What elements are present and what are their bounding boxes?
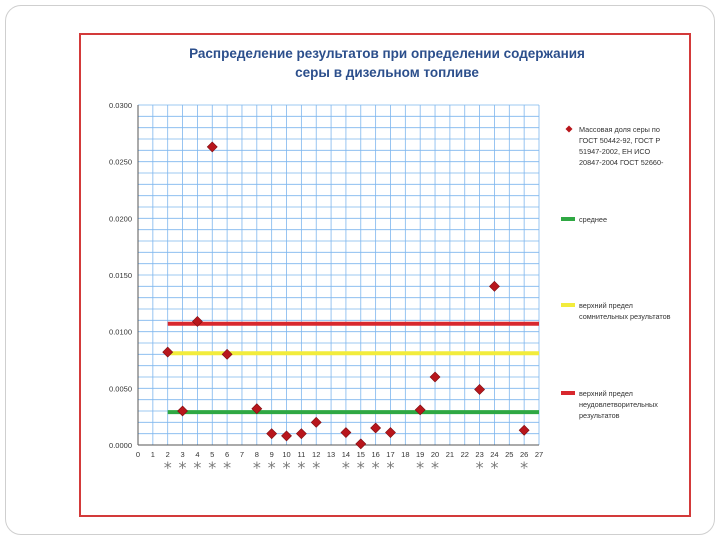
x-tick-label: 20 <box>430 450 440 459</box>
legend-label: 20847-2004 ГОСТ 52660- <box>579 158 664 167</box>
x-asterisk-mark: * <box>416 458 425 477</box>
legend-label: ГОСТ 50442-92, ГОСТ Р <box>579 136 661 145</box>
x-asterisk-mark: * <box>341 458 350 477</box>
legend-entry-0 <box>566 125 665 167</box>
legend-label: 51947-2002, ЕН ИСО <box>579 147 651 156</box>
x-asterisk-mark: * <box>163 458 172 477</box>
x-tick-label: 12 <box>312 450 321 459</box>
x-tick-label: 1 <box>150 450 155 459</box>
x-tick-label: 8 <box>254 450 259 459</box>
scatter-chart <box>81 35 693 519</box>
x-asterisk-mark: * <box>520 458 529 477</box>
legend-label: неудовлетворительных <box>579 400 658 409</box>
x-asterisk-mark: * <box>386 458 395 477</box>
y-tick-label: 0.0200 <box>109 214 132 224</box>
x-tick-label: 21 <box>445 450 455 459</box>
x-tick-label: 7 <box>239 450 245 459</box>
x-tick-label: 2 <box>165 450 170 459</box>
x-tick-label: 27 <box>534 450 544 459</box>
x-tick-label: 4 <box>195 450 200 459</box>
x-tick-label: 18 <box>401 450 410 459</box>
x-tick-label: 9 <box>269 450 274 459</box>
x-tick-label: 3 <box>180 450 185 459</box>
legend-label: Массовая доля серы по <box>579 125 660 134</box>
chart-title-line-2: серы в дизельном топливе <box>295 65 479 80</box>
x-tick-label: 22 <box>460 450 469 459</box>
x-asterisk-mark: * <box>431 458 440 477</box>
legend-marker-diamond <box>566 126 573 133</box>
x-tick-label: 26 <box>519 450 529 459</box>
x-asterisk-mark: * <box>178 458 187 477</box>
legend-entry-1 <box>561 215 607 224</box>
x-asterisk-mark: * <box>193 458 202 477</box>
x-asterisk-mark: * <box>223 458 232 477</box>
y-tick-label: 0.0300 <box>109 101 132 110</box>
x-tick-label: 24 <box>490 450 499 459</box>
y-tick-label: 0.0150 <box>109 271 132 280</box>
y-tick-label: 0.0250 <box>109 157 132 167</box>
x-tick-label: 16 <box>371 450 380 459</box>
x-tick-label: 17 <box>386 450 395 459</box>
x-asterisk-mark: * <box>371 458 380 477</box>
x-asterisk-mark: * <box>312 458 321 477</box>
x-asterisk-mark: * <box>282 458 291 477</box>
slide <box>5 5 715 535</box>
chart-frame <box>79 33 691 517</box>
x-asterisk-mark: * <box>267 458 276 477</box>
x-tick-label: 14 <box>341 450 351 459</box>
legend-label: верхний предел <box>579 301 633 310</box>
y-tick-label: 0.0000 <box>109 441 132 450</box>
y-tick-label: 0.0050 <box>109 384 132 394</box>
x-tick-label: 25 <box>505 450 514 459</box>
legend-label: результатов <box>579 411 620 420</box>
legend-label: среднее <box>579 215 608 224</box>
legend-label: сомнительных результатов <box>579 312 671 321</box>
y-tick-label: 0.0100 <box>109 327 132 337</box>
x-asterisk-mark: * <box>490 458 499 477</box>
x-tick-label: 5 <box>210 450 215 459</box>
x-asterisk-mark: * <box>356 458 365 477</box>
x-asterisk-mark: * <box>208 458 217 477</box>
legend-label: верхний предел <box>579 389 633 398</box>
chart-title-line-1: Распределение результатов при определении содержания <box>189 46 585 61</box>
x-tick-label: 10 <box>282 450 291 459</box>
x-tick-label: 19 <box>416 450 425 459</box>
x-tick-label: 15 <box>356 450 365 459</box>
x-asterisk-mark: * <box>475 458 484 477</box>
x-tick-label: 13 <box>326 450 336 459</box>
x-asterisk-mark: * <box>252 458 261 477</box>
legend-entry-3 <box>561 389 658 420</box>
legend-entry-2 <box>561 301 671 321</box>
x-tick-label: 11 <box>297 450 306 459</box>
x-tick-label: 23 <box>475 450 484 459</box>
x-tick-label: 0 <box>135 450 141 459</box>
x-asterisk-mark: * <box>297 458 306 477</box>
x-tick-label: 6 <box>225 450 230 459</box>
